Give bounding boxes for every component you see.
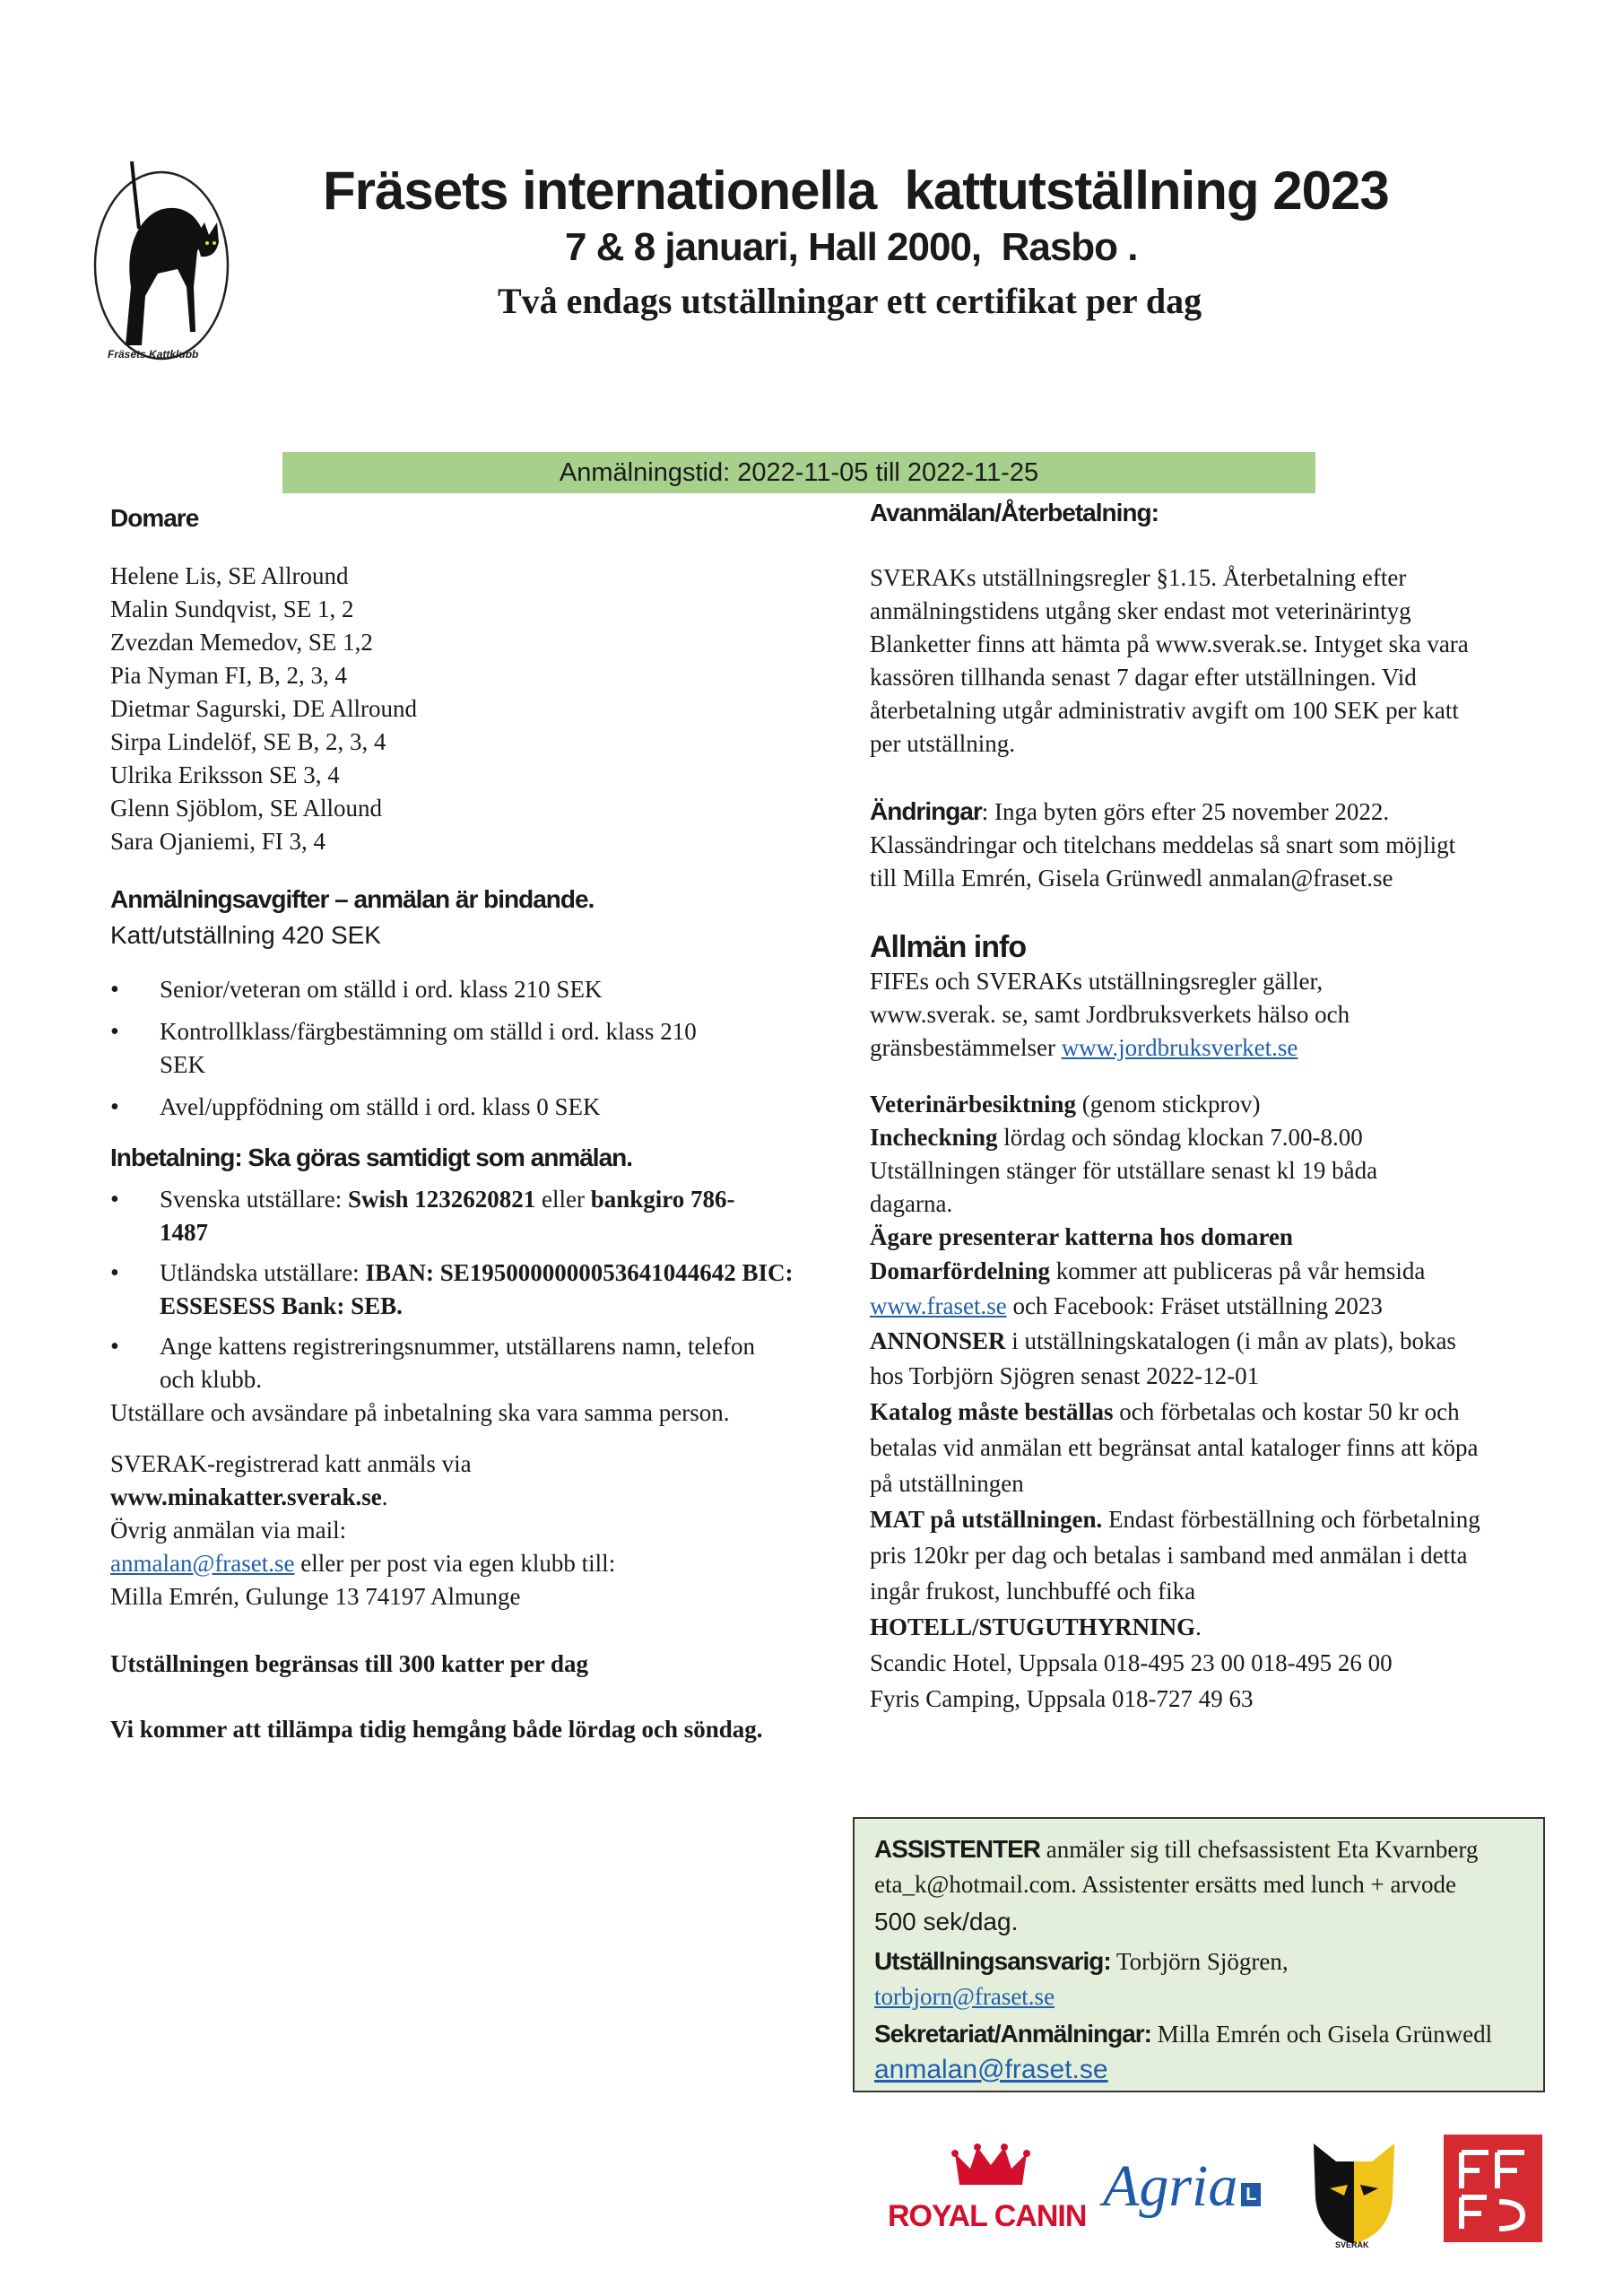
fife-logo [1444, 2135, 1542, 2242]
judge-item: Helene Lis, SE Allround [110, 562, 349, 589]
club-logo-text: Fräsets Kattklubb [108, 348, 199, 361]
judge-item: Dietmar Sagurski, DE Allround [110, 695, 417, 722]
page-subtitle: Två endags utställningar ett certifikat per dag [498, 281, 1202, 321]
general-info-text [870, 965, 1453, 1065]
sponsor-logos [888, 2135, 1551, 2251]
fraset-website-link[interactable]: www.fraset.se [870, 1292, 1007, 1319]
judge-item: Ulrika Eriksson SE 3, 4 [110, 761, 340, 788]
fee-item: • Senior/veteran om ställd i ord. klass 210 SEK [110, 973, 819, 1006]
cancellation-heading: Avanmälan/Återbetalning: [870, 499, 1159, 526]
bankgiro-number: bankgiro 786-1487 [160, 1186, 735, 1246]
early-leave-note: Vi kommer att tillämpa tidig hemgång både lördag och söndag. [110, 1716, 763, 1743]
registration-email-link[interactable]: anmalan@fraset.se [110, 1550, 295, 1577]
secretariat-email-link[interactable]: anmalan@fraset.se [874, 2055, 1108, 2084]
registration-period-banner: Anmälningstid: 2022-11-05 till 2022-11-25 [282, 452, 1315, 493]
changes-text: : Inga byten görs efter 25 november 2022. Klassändringar och titelchans meddelas så snart som möjligt till Milla Emrén, Gisela Grünwedl anmalan@fraset.se [870, 798, 1456, 891]
sverak-site-end: . [381, 1483, 388, 1510]
club-logo [90, 152, 233, 368]
swish-number: Swish 1232620821 [347, 1186, 536, 1213]
ads-label: ANNONSER [870, 1327, 1006, 1354]
judges-list [110, 560, 819, 858]
changes-paragraph [870, 795, 1480, 895]
payment-instructions: • Ange kattens registreringsnummer, utställarens namn, telefon och klubb. [110, 1330, 778, 1396]
food-info [870, 1501, 1506, 1609]
hotel-label: HOTELL/STUGUTHYRNING [870, 1613, 1196, 1640]
minakatter-link[interactable]: www.minakatter.sverak.se [110, 1483, 382, 1510]
assistants-text: anmäler sig till chefsassistent Eta Kvarnberg eta_k@hotmail.com. Assistenter ersätts med lunch + arvode [874, 1836, 1479, 1898]
assistants-pay: 500 sek/dag. [874, 1908, 1019, 1935]
judge-item: Zvezdan Memedov, SE 1,2 [110, 629, 373, 656]
judge-allocation [870, 1254, 1497, 1324]
fee-item: • Avel/uppfödning om ställd i ord. klass 0 SEK [110, 1091, 819, 1124]
postal-address: Milla Emrén, Gulunge 13 74197 Almunge [110, 1583, 521, 1610]
responsible-email-line [874, 1979, 1523, 2014]
jordbruksverket-link[interactable]: www.jordbruksverket.se [1061, 1034, 1298, 1061]
fee-item: • Kontrollklass/färgbestämning om ställd i ord. klass 210 SEK [110, 1015, 742, 1082]
vet-check [870, 1088, 1506, 1121]
hotel-end: . [1195, 1613, 1202, 1640]
event-details [870, 1088, 1506, 1717]
sverak-logo [1305, 2135, 1403, 2251]
vet-text: (genom stickprov) [1076, 1091, 1261, 1118]
food-text: Endast förbeställning och förbetalning pris 120kr per dag och betalas i samband med anmälan i detta ingår frukost, lunchbuffé och fika [870, 1506, 1480, 1605]
agria-logo [1103, 2152, 1282, 2242]
checkin-label: Incheckning [870, 1124, 998, 1151]
fife-mark-icon [1444, 2135, 1542, 2242]
sverak-registration [110, 1448, 819, 1613]
payment-heading: Inbetalning: Ska göras samtidigt som anmälan. [110, 1144, 633, 1171]
owners-present: Ägare presenterar katterna hos domaren [870, 1223, 1293, 1250]
other-registration-text: Övrig anmälan via mail: [110, 1517, 347, 1544]
vet-label: Veterinärbesiktning [870, 1091, 1077, 1118]
payment-foreign-label: Utländska utställare: [160, 1259, 366, 1286]
hotel-fyris: Fyris Camping, Uppsala 018-727 49 63 [870, 1685, 1254, 1712]
payment-foreign [110, 1257, 819, 1323]
agria-mark-icon: L [1241, 2183, 1261, 2206]
fees-heading: Anmälningsavgifter – anmälan är bindande. [110, 885, 595, 913]
judge-allocation-text-2: och Facebook: Fräset utställning 2023 [1006, 1292, 1383, 1319]
limit-note: Utställningen begränsas till 300 katter per dag [110, 1650, 589, 1677]
changes-label: Ändringar [870, 797, 982, 825]
agria-text: Agria [1103, 2153, 1238, 2219]
cat-mask-icon [1305, 2135, 1403, 2251]
secretariat-info [874, 2016, 1523, 2088]
payment-list [110, 1183, 819, 1396]
assistants-label: ASSISTENTER [874, 1835, 1041, 1863]
hotel-heading [870, 1609, 1506, 1645]
responsible-text: Torbjörn Sjögren, [1110, 1948, 1289, 1975]
judge-item: Glenn Sjöblom, SE Allound [110, 795, 383, 822]
checkin-text: lördag och söndag klockan 7.00-8.00 [997, 1124, 1363, 1151]
judge-item: Pia Nyman FI, B, 2, 3, 4 [110, 662, 348, 689]
crown-icon [950, 2140, 1031, 2194]
assistants-info [874, 1831, 1523, 1902]
judge-item: Sara Ojaniemi, FI 3, 4 [110, 828, 325, 855]
catalog-text: och förbetalas och kostar 50 kr och betalas vid anmälan ett begränsat antal kataloger finns att köpa på utställningen [870, 1398, 1479, 1497]
ads-info [870, 1324, 1488, 1394]
judge-item: Sirpa Lindelöf, SE B, 2, 3, 4 [110, 728, 386, 755]
judges-heading: Domare [110, 504, 199, 532]
responsible-info [874, 1944, 1523, 1979]
secretariat-label: Sekretariat/Anmälningar: [874, 2020, 1151, 2048]
payment-swedish [110, 1183, 769, 1249]
food-label: MAT på utställningen. [870, 1506, 1103, 1533]
ads-text: i utställningskatalogen (i mån av plats), bokas hos Torbjörn Sjögren senast 2022-12-01 [870, 1327, 1456, 1389]
royal-canin-logo [888, 2135, 1094, 2251]
payment-swedish-label: Svenska utställare: [160, 1186, 348, 1213]
post-text: eller per post via egen klubb till: [294, 1550, 616, 1577]
event-date: 7 & 8 januari, Hall 2000, Rasbo . [565, 225, 1138, 269]
catalog-label: Katalog måste beställas [870, 1398, 1114, 1425]
sverak-reg-text: SVERAK-registrerad katt anmäls via [110, 1450, 472, 1477]
sverak-text: SVERAK [1335, 2240, 1369, 2249]
email-line [110, 1547, 819, 1580]
payment-or: eller [535, 1186, 591, 1213]
secretariat-text: Milla Emrén och Gisela Grünwedl [1151, 2021, 1493, 2048]
judge-allocation-label: Domarfördelning [870, 1257, 1050, 1284]
responsible-label: Utställningsansvarig: [874, 1947, 1111, 1975]
sverak-reg-site-line [110, 1481, 819, 1514]
contact-box [853, 1817, 1545, 2092]
responsible-email-link[interactable]: torbjorn@fraset.se [874, 1983, 1055, 2010]
general-info-heading: Allmän info [870, 930, 1027, 964]
black-cat-icon [90, 152, 233, 368]
iban-number: IBAN: SE1950000000053641044642 BIC: ESSESESS Bank: SEB. [160, 1259, 794, 1319]
hotel-scandic: Scandic Hotel, Uppsala 018-495 23 00 018-495 26 00 [870, 1649, 1393, 1676]
cancellation-text: SVERAKs utställningsregler §1.15. Återbetalning efter anmälningstidens utgång sker endast mot veterinärintyg Blanketter finns att hämta på www.sverak.se. Intyget ska vara kassören tillhanda senast 7 dagar efter utställningen. Vid återbetalning utgår administrativ avgift om 100 SEK per katt per utställning. [870, 564, 1469, 757]
fees-list [110, 973, 819, 1124]
checkin [870, 1121, 1506, 1154]
left-column [110, 504, 819, 1746]
main-fee: Katt/utställning 420 SEK [110, 921, 381, 949]
page-title: Fräsets internationella kattutställning 2023 [323, 161, 1389, 221]
royal-canin-text: ROYAL CANIN [888, 2199, 1087, 2233]
judge-allocation-text: kommer att publiceras på vår hemsida [1049, 1257, 1426, 1284]
general-info-body: FIFEs och SVERAKs utställningsregler gäller, www.sverak. se, samt Jordbruksverkets hälso och gränsbestämmelser [870, 968, 1350, 1061]
judge-item: Malin Sundqvist, SE 1, 2 [110, 596, 354, 622]
right-column [870, 499, 1515, 1717]
catalog-info [870, 1394, 1497, 1501]
closing-time: Utställningen stänger för utställare senast kl 19 båda dagarna. [870, 1157, 1378, 1217]
same-person-note: Utställare och avsändare på inbetalning ska vara samma person. [110, 1399, 730, 1426]
